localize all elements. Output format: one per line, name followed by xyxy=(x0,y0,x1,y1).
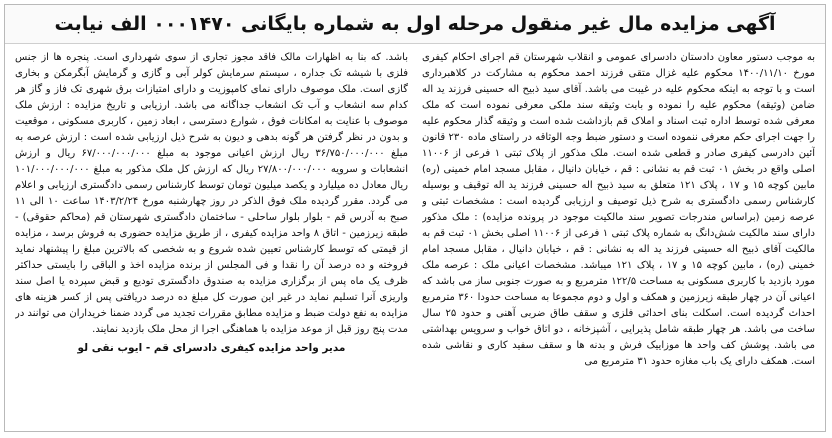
notice-signature: مدیر واحد مزایده کیفری دادسرای قم - ایوب نقی لو xyxy=(77,342,346,354)
notice-body xyxy=(5,44,825,430)
notice-paragraph-left: باشد. که بنا به اظهارات مالک فاقد مجوز تجاری از سوی شهرداری است. پنجره ها از جنس فلزی با شیشه تک جداره ، سیستم سرمایش کولر آبی و گازی و گرمایش آبگرمکن و بخاری گازی است. ملک موصوف دارای نمای کامپوزیت و دارای امتیازات برق شهری تک فاز و گاز هر کدام سه انشعاب و آب تک انشعاب جداگانه می باشد. ارزیابی و تاریخ مزایده : ارزش ملک موصوف با عنایت به امکانات فوق ، شوارع دسترسی ، ابعاد زمین ، کاربری مسکونی ، موقعیت و بدون در نظر گرفتن هر گونه بدهی و دیون به شرح ذیل ارزیابی شده است : ارزش عرصه به مبلغ ۳۶/۷۵۰/۰۰۰/۰۰۰ ریال ارزش اعیانی موجود به مبلغ ۶۷/۰۰۰/۰۰۰/۰۰۰ ریال و ارزش انشعابات و سرویه ۲۷/۸۰۰/۰۰۰/۰۰۰ ریال که ارزش کل ملک مذکور به مبلغ ۱۰۱/۰۰۰/۰۰۰/۰۰۰ ریال معادل ده میلیارد و یکصد میلیون تومان توسط کارشناس رسمی دادگستری ارزیابی و اعلام می گردد. مقرر گردیده ملک فوق الذکر در روز چهارشنبه مورخ ۱۴۰۳/۲/۲۴ ساعت ۱۰ الی ۱۱ صبح به آدرس قم - بلوار بلوار ساحلی - ساختمان دادگستری شهرستان قم (محاکم حقوقی) - طبقه زیرزمین - اتاق ۸ واحد مزایده کیفری ، از طریق مزایده حضوری به فروش برسد ، مزایده از قیمتی که توسط کارشناس تعیین شده شروع و به شخصی که بالاترین مبلغ را پیشنهاد نماید فروخته و ده درصد آن را نقدا و فی المجلس از برنده مزایده اخذ و الباقی را بایستی حداکثر ظرف یک ماه پس از برگزاری مزایده به صندوق دادگستری تودیع و قبض سپرده یا اصل سند واریزی آنرا تسلیم نماید در غیر این صورت کل مبلغ ده درصد دریافتی پس از کسر هزینه های مزایده به نفع دولت ضبط و مزایده مطابق مقررات تجدید می گردد ضمنا خریداران می توانند در مدت پنج روز قبل از موعد مزایده با هماهنگی اجرا از محل ملک بازدید نمایند. xyxy=(15,52,408,335)
notice-paragraph-right: به موجب دستور معاون دادستان دادسرای عمومی و انقلاب شهرستان قم اجرای احکام کیفری مورخ ۱۴۰۰/۱۱/۱۰ محکوم علیه غزال متقی فرزند احمد محکوم به مشارکت در کلاهبرداری است و با توجه به اینکه محکوم علیه در غیبت می باشد. آقای سید ذبیح اله حسینی فرزند ید اله ضامن (وثیقه) محکوم علیه را نموده و بابت وثیقه سند ملکی معرفی نموده است که ملک معرفی شده توسط اداره ثبت اسناد و املاک قم بازداشت شده است و وثیقه گذار محکوم علیه را جهت اجرای حکم معرفی ننموده است و دستور ضبط وجه الوثاقه در راستای ماده ۲۳۰ قانون آئین دادرسی کیفری صادر و قطعی شده است. ملک مذکور از پلاک ثبتی ۱ فرعی از ۱۱۰۰۶ اصلی واقع در بخش ۰۱ ثبت قم به نشانی : قم ، خیابان دانیال ، مقابل مسجد امام خمینی (ره) مابین کوچه ۱۵ و ۱۷ ، پلاک ۱۲۱ متعلق به سید ذبیح اله حسینی فرزند ید اله توقیف و بوسیله کارشناس رسمی دادگستری به شرح ذیل توصیف و ارزیابی گردیده است : مشخصات ثبتی و عرصه زمین (براساس مندرجات تصویر سند مالکیت موجود در پرونده مزایده) : ملک مذکور دارای سند مالکیت شش‌دانگ به شماره پلاک ثبتی ۱ فرعی از ۱۱۰۰۶ اصلی بخش ۰۱ ثبت قم به مالکیت آقای ذبیح اله حسینی فرزند ید اله به نشانی : قم ، خیابان دانیال ، مقابل مسجد امام خمینی (ره) ، مابین کوچه ۱۵ و ۱۷ ، پلاک ۱۲۱ میباشد. مشخصات اعیانی ملک : عرصه ملک مورد بازدید با کاربری مسکونی به مساحت ۱۲۲/۵ مترمربع و به صورت جنوبی ساز می باشد که اعیانی آن در چهار طبقه زیرزمین و همکف و اول و دوم مجموعا به مساحت حدودا ۳۶۰ مترمربع احداث گردیده است. اسکلت بنای احداثی فلزی و سقف طاق ضربی آهنی و حدود ۲۵ سال ساخت می باشد. هر چهار طبقه شامل پذیرایی ، آشپزخانه ، دو اتاق خواب و سرویس بهداشتی می باشد. پوشش کف واحد ها موزاییک فرش و بدنه ها و سقف سفید کاری و نقاشی شده است. همکف دارای یک باب مغازه حدود ۳۱ مترمربع می xyxy=(422,52,815,367)
notice-column-left xyxy=(15,50,408,430)
notice-column-right xyxy=(422,50,815,430)
notice-frame xyxy=(4,4,826,432)
notice-title: آگهی مزایده مال غیر منقول مرحله اول به شماره بایگانی ۰۰۰۱۴۷۰ الف نیابت xyxy=(5,5,825,44)
